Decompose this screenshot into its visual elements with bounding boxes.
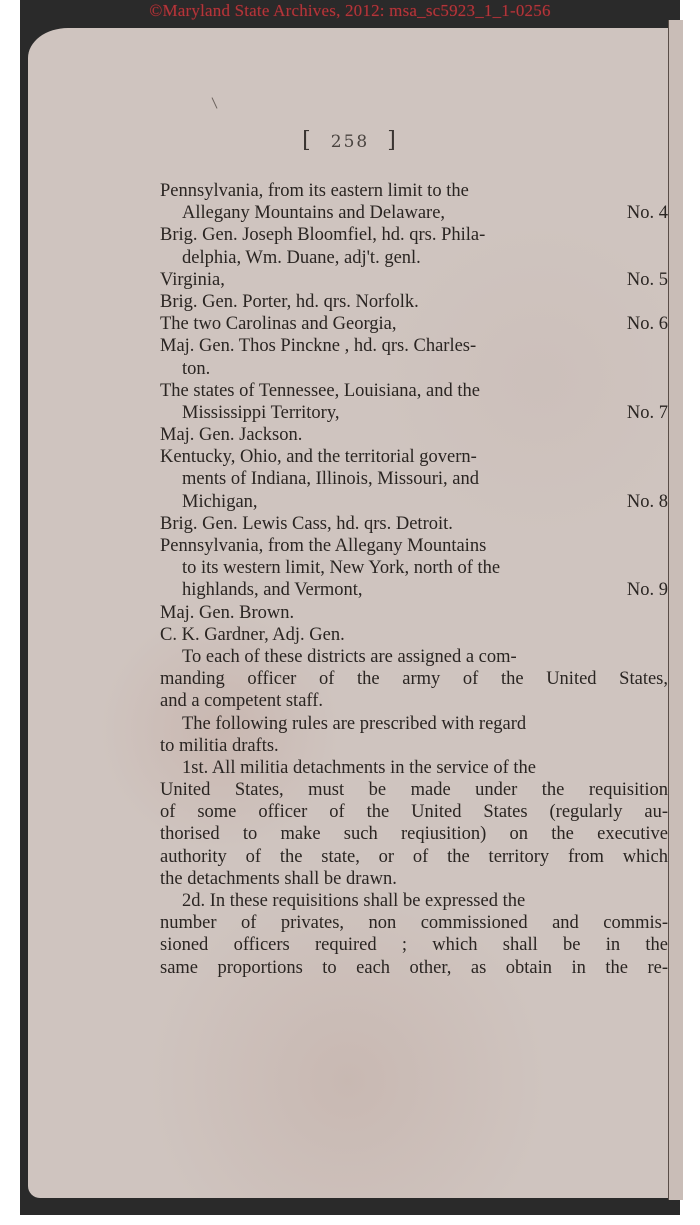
text-line <box>160 402 668 424</box>
line-text: Maj. Gen. Thos Pinckne , hd. qrs. Charles- <box>160 336 477 357</box>
text-line <box>160 735 668 757</box>
line-text: To each of these districts are assigned a com- <box>182 646 517 667</box>
text-line <box>160 912 668 934</box>
page-number-bracket-close: ] <box>387 128 398 153</box>
text-line <box>160 957 668 979</box>
district-number: No. 9 <box>626 580 668 601</box>
text-line <box>160 624 668 646</box>
text-line <box>160 934 668 956</box>
line-text: Brig. Gen. Lewis Cass, hd. qrs. Detroit. <box>160 513 453 534</box>
text-line <box>160 291 668 313</box>
text-line <box>160 513 668 535</box>
line-text: 1st. All militia detachments in the service of the <box>182 757 536 778</box>
line-text: Brig. Gen. Porter, hd. qrs. Norfolk. <box>160 291 419 312</box>
district-number: No. 7 <box>626 402 668 423</box>
text-line <box>160 668 668 690</box>
line-text: same proportions to each other, as obtain in the re- <box>160 957 668 978</box>
text-line <box>160 335 668 357</box>
text-line <box>160 579 668 601</box>
line-text: manding officer of the army of the United States, <box>160 669 668 690</box>
text-line <box>160 468 668 490</box>
text-line <box>160 602 668 624</box>
text-line <box>160 779 668 801</box>
line-text: The following rules are prescribed with regard <box>182 713 527 734</box>
line-text: United States, must be made under the requisition <box>160 780 668 801</box>
line-text: Brig. Gen. Joseph Bloomfiel, hd. qrs. Phila- <box>160 225 486 246</box>
text-line <box>160 646 668 668</box>
text-line <box>160 180 668 202</box>
line-text: to its western limit, New York, north of the <box>182 558 501 579</box>
district-number: No. 4 <box>626 203 668 224</box>
line-text: The two Carolinas and Georgia, <box>160 314 397 335</box>
text-line <box>160 801 668 823</box>
text-line <box>160 424 668 446</box>
line-text: Virginia, <box>160 269 225 290</box>
text-line <box>160 823 668 845</box>
line-text: highlands, and Vermont, <box>182 580 363 601</box>
line-text: The states of Tennessee, Louisiana, and the <box>160 380 480 401</box>
line-text: to militia drafts. <box>160 735 279 756</box>
text-line <box>160 557 668 579</box>
line-text: Pennsylvania, from the Allegany Mountains <box>160 536 487 556</box>
text-line <box>160 535 668 557</box>
line-text: sioned officers required ; which shall be in the <box>160 935 668 956</box>
line-text: authority of the state, or of the territory from which <box>160 846 668 867</box>
line-text: number of privates, non commissioned and commis- <box>160 913 668 934</box>
district-number: No. 5 <box>626 269 668 290</box>
page-edge <box>668 20 683 1200</box>
document-text <box>160 180 668 979</box>
text-line <box>160 846 668 868</box>
line-text: of some officer of the United States (regularly au- <box>160 802 668 823</box>
text-line <box>160 358 668 380</box>
text-line <box>160 890 668 912</box>
line-text: Kentucky, Ohio, and the territorial govern- <box>160 447 477 468</box>
line-text: delphia, Wm. Duane, adj't. genl. <box>182 247 421 268</box>
text-line <box>160 269 668 291</box>
district-number: No. 8 <box>626 491 668 512</box>
line-text: Mississippi Territory, <box>182 402 340 423</box>
line-text: 2d. In these requisitions shall be expressed the <box>182 891 526 911</box>
line-text: ments of Indiana, Illinois, Missouri, and <box>182 469 479 490</box>
line-text: Allegany Mountains and Delaware, <box>182 203 446 224</box>
text-line <box>160 202 668 224</box>
text-line <box>160 491 668 513</box>
line-text: Maj. Gen. Jackson. <box>160 425 303 446</box>
text-line <box>160 713 668 735</box>
page-number <box>0 128 700 153</box>
district-number: No. 6 <box>626 314 668 335</box>
text-line <box>160 247 668 269</box>
line-text: Pennsylvania, from its eastern limit to the <box>160 181 469 201</box>
line-text: C. K. Gardner, Adj. Gen. <box>160 624 345 645</box>
text-line <box>160 224 668 246</box>
line-text: Michigan, <box>182 491 258 512</box>
line-text: the detachments shall be drawn. <box>160 868 397 889</box>
text-line <box>160 757 668 779</box>
archive-watermark: ©Maryland State Archives, 2012: msa_sc5923_1_1-0256 <box>149 1 551 20</box>
text-line <box>160 313 668 335</box>
text-line <box>160 380 668 402</box>
page-number-value: 258 <box>330 132 370 152</box>
line-text: ton. <box>182 358 211 379</box>
line-text: Maj. Gen. Brown. <box>160 602 295 623</box>
text-line <box>160 446 668 468</box>
line-text: thorised to make such reqiusition) on the executive <box>160 824 668 845</box>
text-line <box>160 868 668 890</box>
line-text: and a competent staff. <box>160 691 324 712</box>
text-line <box>160 690 668 712</box>
page-number-bracket-open: [ <box>302 128 313 153</box>
